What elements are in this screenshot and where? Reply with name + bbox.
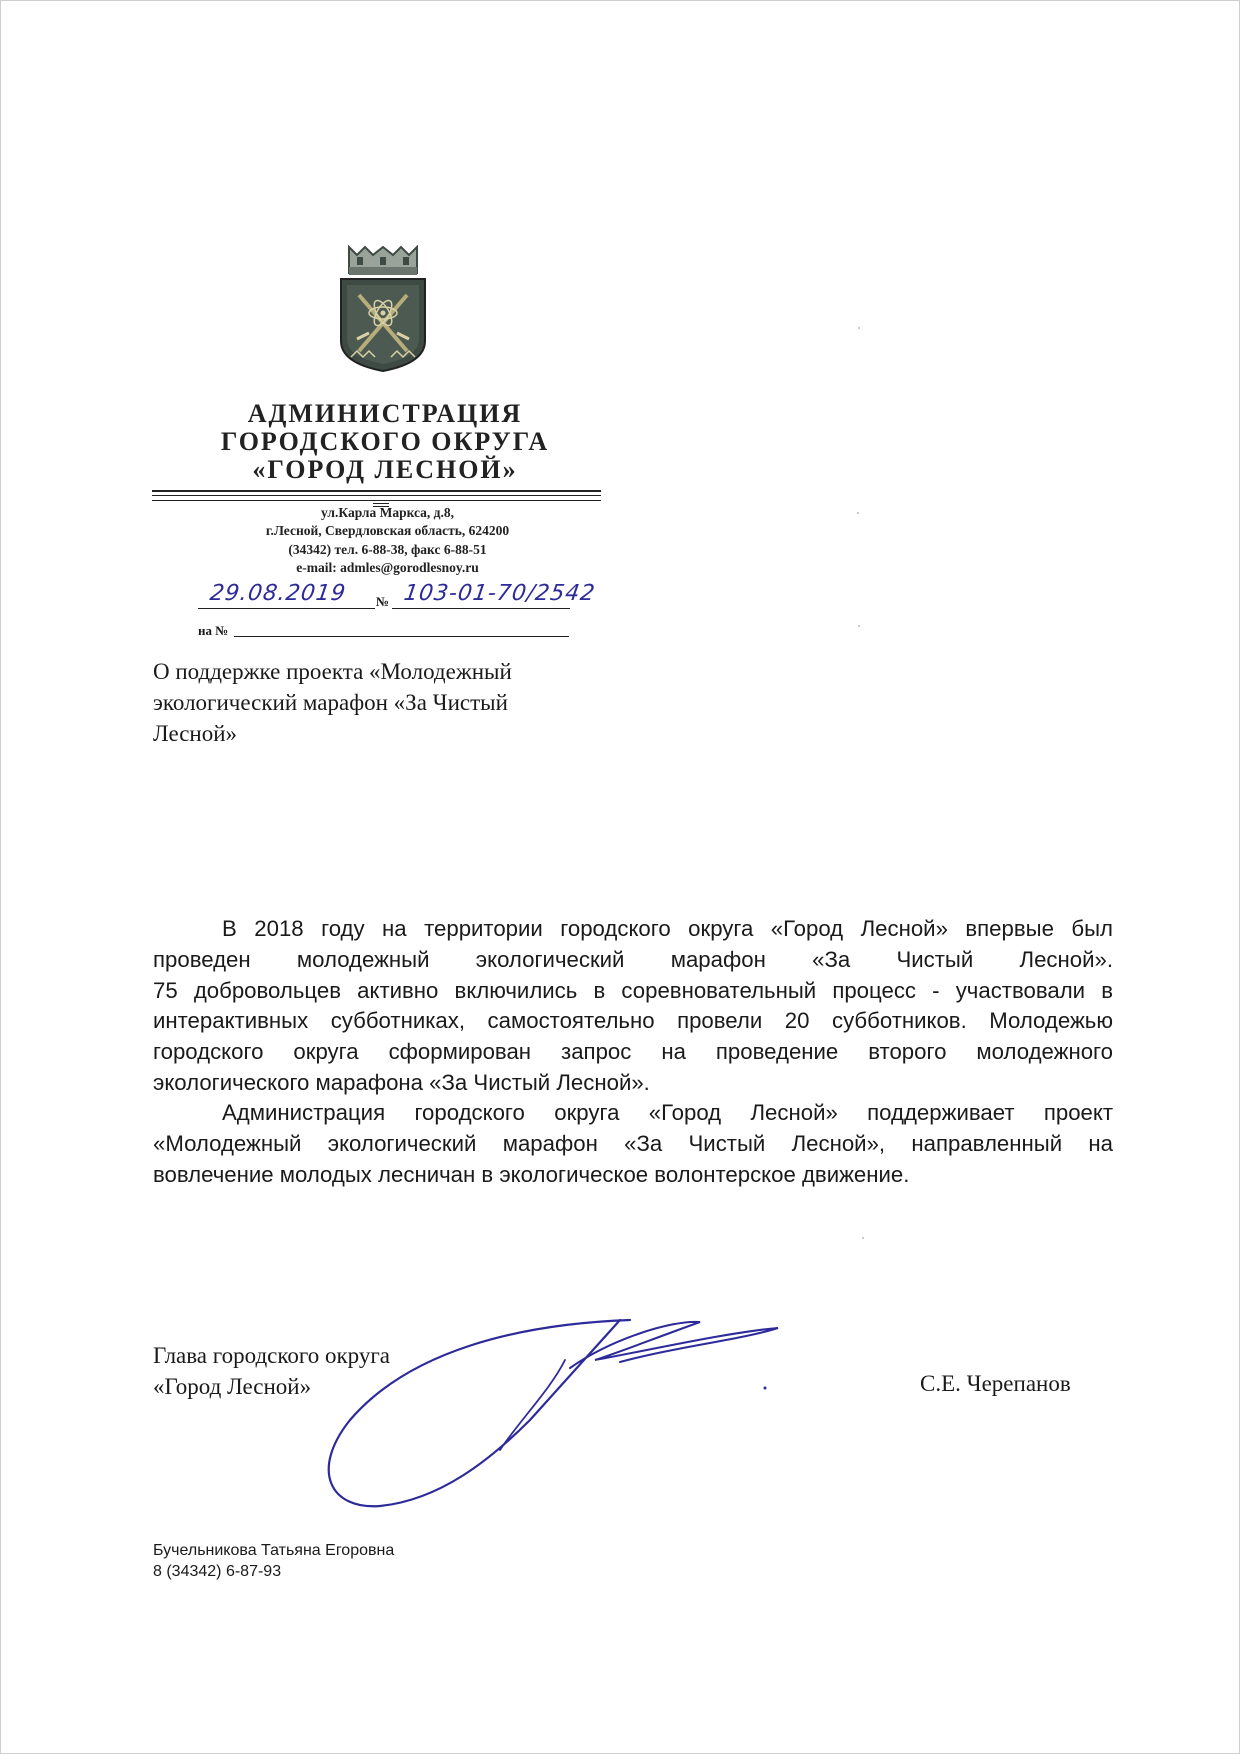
handwritten-date: 29.08.2019 bbox=[208, 581, 348, 606]
reference-line bbox=[234, 636, 569, 637]
executor-name: Бучельникова Татьяна Егоровна bbox=[153, 1542, 395, 1559]
address-line: г.Лесной, Свердловская область, 624200 bbox=[265, 523, 510, 538]
address-line: (34342) тел. 6-88-38, факс 6-88-51 bbox=[288, 542, 487, 557]
scan-speck bbox=[858, 327, 860, 329]
address-line: ул.Карла Маркса, д.8, bbox=[320, 505, 455, 520]
date-line bbox=[198, 608, 375, 609]
organization-name-line: АДМИНИСТРАЦИЯ bbox=[247, 399, 523, 428]
signatory-name: С.Е. Черепанов bbox=[920, 1371, 1071, 1396]
body-paragraph-1 bbox=[153, 914, 1113, 1099]
handwritten-signature bbox=[320, 1310, 780, 1530]
executor-phone: 8 (34342) 6-87-93 bbox=[153, 1563, 282, 1580]
subject-line: О поддержке проекта «Молодежный bbox=[153, 659, 512, 684]
organization-name-line: ГОРОДСКОГО ОКРУГА bbox=[220, 427, 550, 456]
signatory-title-line: «Город Лесной» bbox=[153, 1374, 312, 1399]
body-line: экологического марафона «За Чистый Лесной». bbox=[153, 1069, 650, 1095]
body-line: городского округа сформирован запрос на проведение второго молодежного bbox=[153, 1039, 1113, 1065]
body-line: Администрация городского округа «Город Лесной» поддерживает проект bbox=[222, 1100, 1113, 1125]
subject-line: Лесной» bbox=[153, 721, 238, 746]
reference-label: на № bbox=[198, 623, 229, 638]
body-line: «Молодежный экологический марафон «За Чистый Лесной», направленный на bbox=[153, 1130, 1113, 1156]
letterhead-rule bbox=[152, 490, 601, 492]
scan-speck bbox=[862, 1237, 864, 1239]
body-line: интерактивных субботниках, самостоятельно провели 20 субботников. Молодежью bbox=[153, 1008, 1113, 1034]
signatory-title-line: Глава городского округа bbox=[153, 1343, 391, 1368]
body-line: 75 добровольцев активно включились в соревновательный процесс - участвовали в bbox=[153, 977, 1113, 1003]
number-label: № bbox=[376, 594, 390, 609]
coat-of-arms-icon bbox=[335, 245, 431, 373]
email-line: e-mail: admles@gorodlesnoy.ru bbox=[296, 560, 479, 575]
body-line: проведен молодежный экологический марафон «За Чистый Лесной». bbox=[153, 946, 1113, 972]
handwritten-number: 103-01-70/2542 bbox=[402, 581, 598, 606]
body-paragraph-2 bbox=[153, 1098, 1113, 1190]
letter-subject bbox=[153, 656, 593, 749]
scan-speck bbox=[858, 625, 860, 627]
letterhead-rule bbox=[152, 500, 601, 501]
letterhead-rule bbox=[152, 495, 601, 496]
subject-line: экологический марафон «За Чистый bbox=[153, 690, 508, 715]
organization-name-line: «ГОРОД ЛЕСНОЙ» bbox=[252, 455, 518, 484]
body-line: вовлечение молодых лесничан в экологическое волонтерское движение. bbox=[153, 1161, 910, 1187]
body-line: В 2018 году на территории городского округа «Город Лесной» впервые был bbox=[222, 916, 1113, 941]
executor-info bbox=[153, 1540, 394, 1582]
number-line bbox=[392, 608, 570, 609]
scan-speck bbox=[857, 512, 859, 514]
